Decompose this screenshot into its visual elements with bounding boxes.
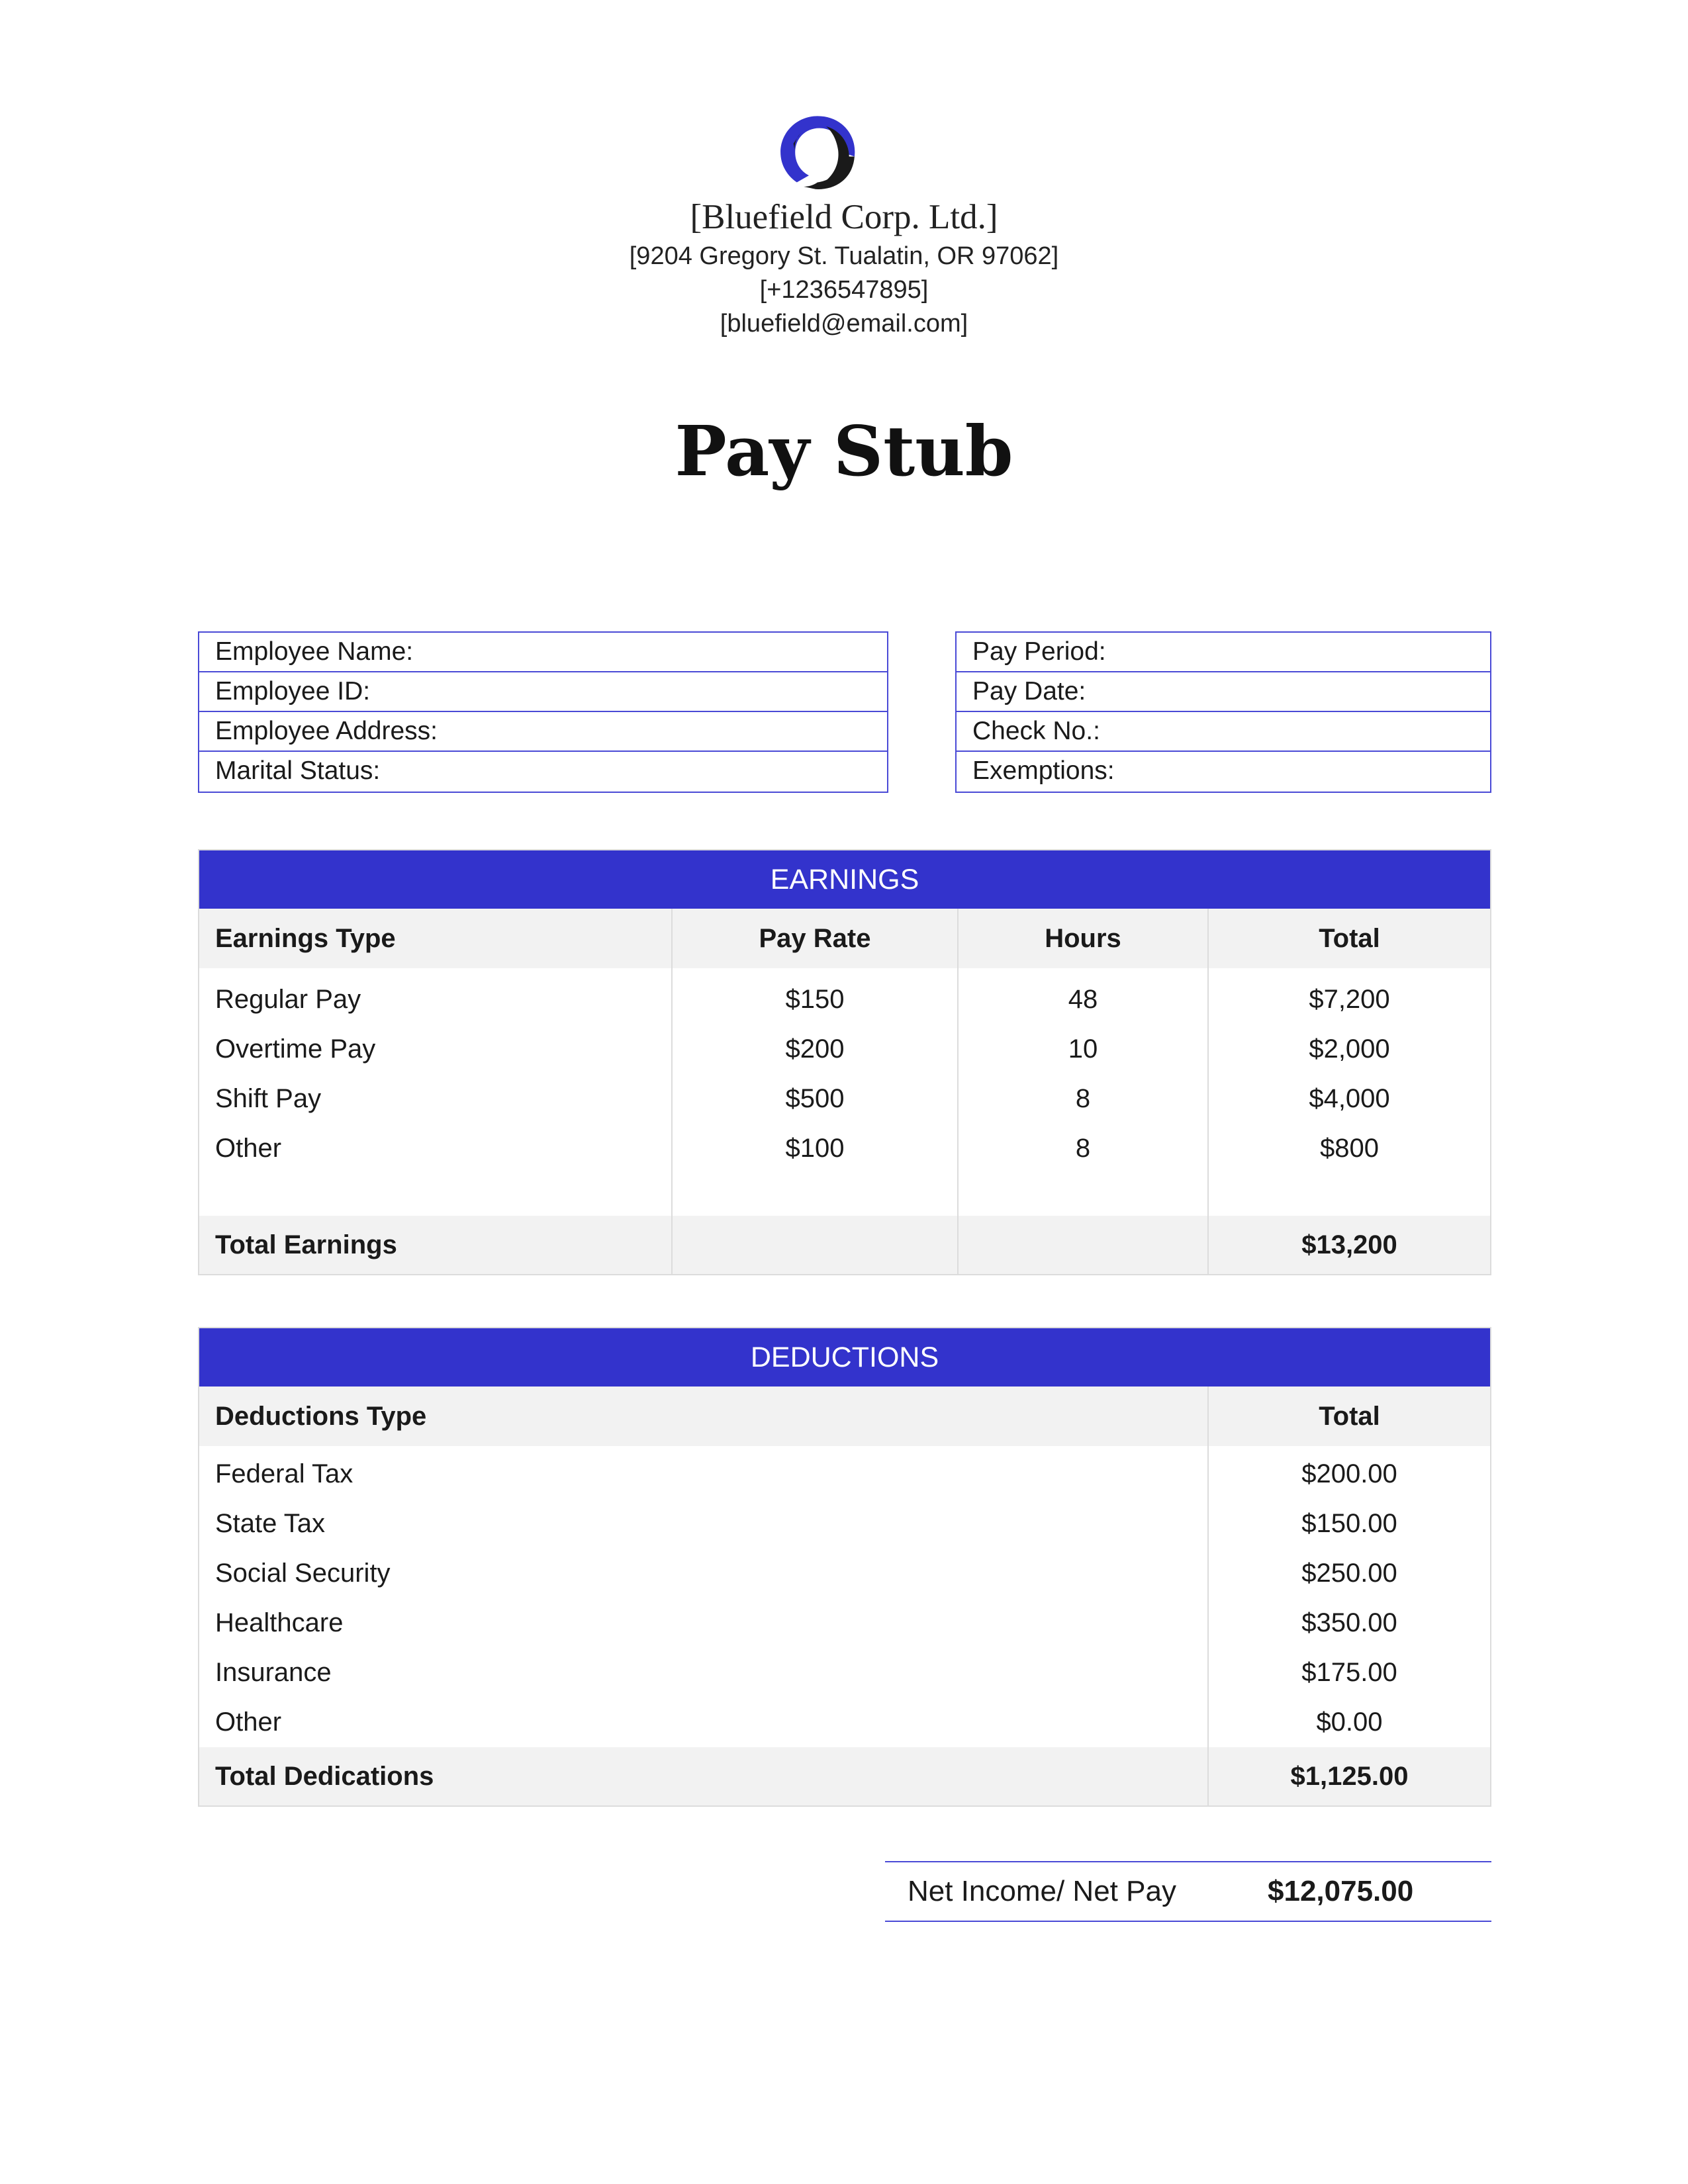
column-header: Hours xyxy=(957,909,1207,968)
table-cell: $150 xyxy=(785,985,845,1014)
table-cell: Shift Pay xyxy=(215,1084,322,1113)
table-cell: $2,000 xyxy=(1309,1034,1390,1064)
column-header: Deductions Type xyxy=(199,1387,1207,1446)
table-cell: Healthcare xyxy=(215,1608,344,1637)
deductions-header-row xyxy=(199,1387,1490,1446)
table-cell: 48 xyxy=(1068,985,1098,1014)
table-cell: 8 xyxy=(1075,1084,1091,1113)
table-cell: Other xyxy=(215,1707,282,1737)
company-phone: [+1236547895] xyxy=(759,276,929,304)
earnings-body xyxy=(199,968,1490,1216)
employee-id-field[interactable]: Employee ID: xyxy=(199,672,887,712)
earnings-type-column xyxy=(199,968,671,1216)
column-header: Total xyxy=(1207,1387,1490,1446)
table-cell: $175.00 xyxy=(1301,1658,1397,1687)
table-cell: Federal Tax xyxy=(215,1459,353,1488)
pay-rate-column xyxy=(671,968,957,1216)
deductions-heading: DEDUCTIONS xyxy=(199,1328,1490,1387)
table-cell: 10 xyxy=(1068,1034,1098,1064)
table-cell: 8 xyxy=(1075,1134,1091,1163)
table-cell: Overtime Pay xyxy=(215,1034,376,1064)
table-cell: State Tax xyxy=(215,1509,326,1538)
pay-date-field[interactable]: Pay Date: xyxy=(957,672,1490,712)
table-cell: $150.00 xyxy=(1301,1509,1397,1538)
table-cell: $100 xyxy=(785,1134,845,1163)
table-cell: $350.00 xyxy=(1301,1608,1397,1637)
employee-info-table xyxy=(198,631,888,793)
marital-status-field[interactable]: Marital Status: xyxy=(215,756,381,785)
table-cell: $250.00 xyxy=(1301,1559,1397,1588)
empty-cell xyxy=(671,1216,957,1274)
company-email: [bluefield@email.com] xyxy=(720,310,968,338)
column-header: Pay Rate xyxy=(671,909,957,968)
earnings-heading: EARNINGS xyxy=(199,850,1490,909)
empty-cell xyxy=(957,1216,1207,1274)
table-cell: Regular Pay xyxy=(215,985,361,1014)
total-column xyxy=(1207,968,1490,1216)
deductions-total-column xyxy=(1207,1446,1490,1747)
table-cell: Other xyxy=(215,1134,282,1163)
table-cell: $800 xyxy=(1320,1134,1379,1163)
employee-name-field[interactable]: Employee Name: xyxy=(199,633,887,672)
earnings-table xyxy=(198,849,1491,1275)
deductions-table xyxy=(198,1327,1491,1807)
table-cell: $0.00 xyxy=(1316,1707,1383,1737)
exemptions-field[interactable]: Exemptions: xyxy=(972,756,1115,785)
table-cell: $4,000 xyxy=(1309,1084,1390,1113)
total-deductions-value: $1,125.00 xyxy=(1207,1747,1490,1805)
deductions-total-row xyxy=(199,1747,1490,1805)
table-cell: Insurance xyxy=(215,1658,332,1687)
net-pay-label: Net Income/ Net Pay xyxy=(908,1875,1176,1907)
check-no-field[interactable]: Check No.: xyxy=(957,712,1490,752)
deductions-body xyxy=(199,1446,1490,1747)
total-deductions-label: Total Dedications xyxy=(199,1747,1207,1805)
deductions-type-column xyxy=(199,1446,1207,1747)
pay-period-field[interactable]: Pay Period: xyxy=(957,633,1490,672)
hours-column xyxy=(957,968,1207,1216)
employee-address-field[interactable]: Employee Address: xyxy=(199,712,887,752)
company-name: [Bluefield Corp. Ltd.] xyxy=(690,198,998,236)
earnings-header-row xyxy=(199,909,1490,968)
company-address: [9204 Gregory St. Tualatin, OR 97062] xyxy=(629,242,1059,270)
pay-info-table xyxy=(955,631,1491,793)
table-cell: Social Security xyxy=(215,1559,391,1588)
column-header: Total xyxy=(1207,909,1490,968)
total-earnings-label: Total Earnings xyxy=(199,1216,671,1274)
company-logo xyxy=(774,109,861,195)
net-pay-value: $12,075.00 xyxy=(1268,1875,1414,1907)
net-pay-box xyxy=(885,1861,1491,1922)
table-cell: $200.00 xyxy=(1301,1459,1397,1488)
table-cell: $500 xyxy=(785,1084,845,1113)
page-title: Pay Stub xyxy=(675,410,1013,492)
total-earnings-value: $13,200 xyxy=(1207,1216,1490,1274)
table-cell: $200 xyxy=(785,1034,845,1064)
earnings-total-row xyxy=(199,1216,1490,1274)
column-header: Earnings Type xyxy=(199,909,671,968)
table-cell: $7,200 xyxy=(1309,985,1390,1014)
